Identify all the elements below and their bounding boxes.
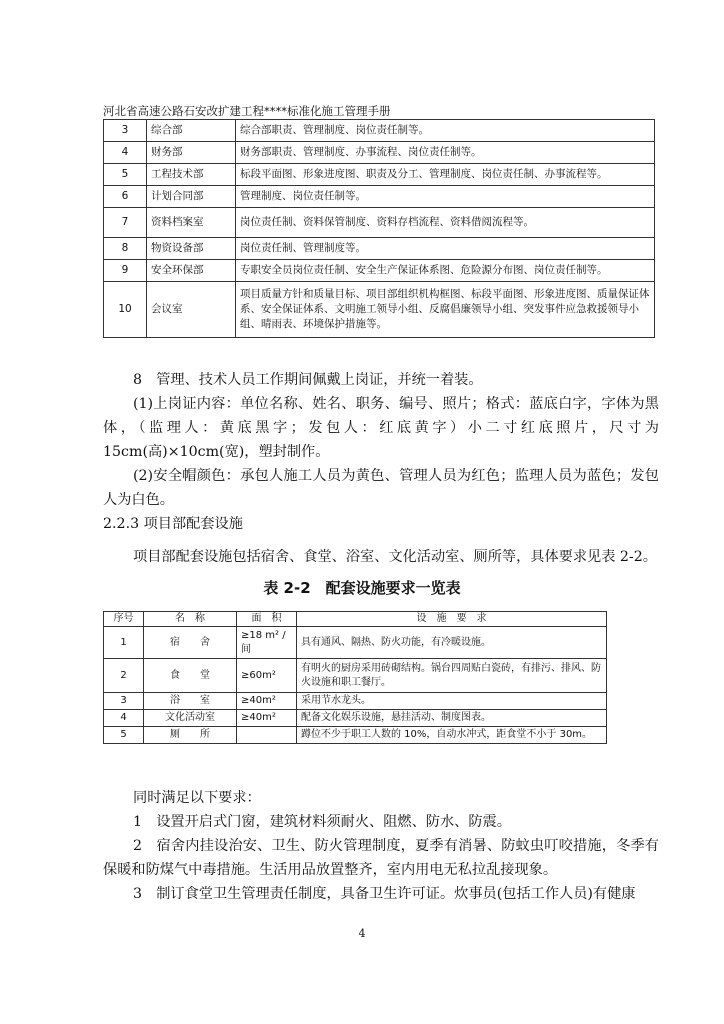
facility-name: 食 堂 <box>144 659 237 693</box>
department-content: 标段平面图、形象进度图、职责及分工、管理制度、岗位责任制、办事流程等。 <box>236 164 655 186</box>
page-number: 4 <box>358 927 366 940</box>
col-header-area: 面 积 <box>237 612 297 627</box>
requirement-1: 1 设置开启式门窗，建筑材料须耐火、阻燃、防水、防震。 <box>133 814 511 830</box>
table-row <box>104 120 655 142</box>
department-content: 财务部职责、管理制度、办事流程、岗位责任制等。 <box>236 142 655 164</box>
row-number: 9 <box>104 260 147 282</box>
requirement-2: 2 宿舍内挂设治安、卫生、防火管理制度，夏季有消暑、防蚊虫叮咬措施，冬季有保暖和防煤气中毒措施。生活用品放置整齐，室内用电无私拉乱接现象。 <box>103 838 659 878</box>
department-content: 岗位责任制、管理制度等。 <box>236 238 655 260</box>
col-header-name: 名 称 <box>144 612 237 627</box>
table-row <box>104 659 607 693</box>
row-number: 8 <box>104 238 147 260</box>
running-header: 河北省高速公路石安改扩建工程****标准化施工管理手册 <box>103 104 655 120</box>
row-number: 10 <box>104 282 147 338</box>
facility-area: ≥40m² <box>237 710 297 727</box>
facilities-table <box>103 611 607 744</box>
department-content: 综合部职责、管理制度、岗位责任制等。 <box>236 120 655 142</box>
table2-caption: 表 2-2 配套设施要求一览表 <box>263 579 461 597</box>
row-number: 5 <box>104 164 147 186</box>
section-heading: 2.2.3 项目部配套设施 <box>103 516 243 532</box>
row-number: 3 <box>104 120 147 142</box>
table-row <box>104 186 655 208</box>
table-row <box>104 727 607 744</box>
facility-requirement: 蹲位不少于职工人数的 10%，自动水冲式，距食堂不小于 30m。 <box>297 727 607 744</box>
col-header-no: 序号 <box>104 612 144 627</box>
col-header-req: 设 施 要 求 <box>297 612 607 627</box>
row-number: 5 <box>104 727 144 744</box>
department-name: 财务部 <box>147 142 236 164</box>
item-8: 8 管理、技术人员工作期间佩戴上岗证，并统一着装。 <box>133 372 483 388</box>
facility-area: ≥18 m² / 间 <box>237 627 297 659</box>
row-number: 2 <box>104 659 144 693</box>
table-row <box>104 238 655 260</box>
item-8-2: (2)安全帽颜色：承包人施工人员为黄色、管理人员为红色；监理人员为蓝色；发包人为白色。 <box>103 468 659 508</box>
facility-name: 文化活动室 <box>144 710 237 727</box>
department-name: 综合部 <box>147 120 236 142</box>
section-text: 项目部配套设施包括宿舍、食堂、浴室、文化活动室、厕所等，具体要求见表 2-2。 <box>133 549 657 565</box>
row-number: 7 <box>104 208 147 238</box>
table-row <box>104 260 655 282</box>
facility-area: ≥40m² <box>237 693 297 710</box>
facility-requirement: 具有通风、隔热、防火功能，有冷暖设施。 <box>297 627 607 659</box>
facility-name: 浴 室 <box>144 693 237 710</box>
table-row <box>104 693 607 710</box>
department-content: 管理制度、岗位责任制等。 <box>236 186 655 208</box>
item-8-1: (1)上岗证内容：单位名称、姓名、职务、编号、照片；格式：蓝底白字，字体为黑体，（监理人：黄底黑字；发包人：红底黄字）小二寸红底照片，尺寸为 15cm(高)×10cm(宽)，塑封制作。 <box>103 396 659 460</box>
department-name: 物资设备部 <box>147 238 236 260</box>
department-content: 专职安全员岗位责任制、安全生产保证体系图、危险源分布图、岗位责任制等。 <box>236 260 655 282</box>
table-row <box>104 208 655 238</box>
table-row <box>104 710 607 727</box>
department-content: 项目质量方针和质量目标、项目部组织机构框图、标段平面图、形象进度图、质量保证体系、安全保证体系、文明施工领导小组、反腐倡廉领导小组、突发事件应急救援领导小组、晴雨表、环境保护措施等。 <box>236 282 655 338</box>
row-number: 6 <box>104 186 147 208</box>
table-row <box>104 282 655 338</box>
facility-name: 宿 舍 <box>144 627 237 659</box>
facility-area <box>237 727 297 744</box>
table-row <box>104 627 607 659</box>
row-number: 1 <box>104 627 144 659</box>
facility-area: ≥60m² <box>237 659 297 693</box>
table-row <box>104 142 655 164</box>
row-number: 3 <box>104 693 144 710</box>
facility-requirement: 采用节水龙头。 <box>297 693 607 710</box>
department-table <box>103 119 655 338</box>
row-number: 4 <box>104 142 147 164</box>
row-number: 4 <box>104 710 144 727</box>
also-line: 同时满足以下要求： <box>133 790 261 806</box>
department-name: 安全环保部 <box>147 260 236 282</box>
department-name: 计划合同部 <box>147 186 236 208</box>
requirement-3: 3 制订食堂卫生管理责任制度，具备卫生许可证。炊事员(包括工作人员)有健康 <box>133 886 636 902</box>
facility-requirement: 配备文化娱乐设施，悬挂活动、制度图表。 <box>297 710 607 727</box>
facility-name: 厕 所 <box>144 727 237 744</box>
department-name: 会议室 <box>147 282 236 338</box>
department-content: 岗位责任制、资料保管制度、资料存档流程、资料借阅流程等。 <box>236 208 655 238</box>
table-row <box>104 164 655 186</box>
department-name: 工程技术部 <box>147 164 236 186</box>
department-name: 资料档案室 <box>147 208 236 238</box>
facility-requirement: 有明火的厨房采用砖砌结构。锅台四周贴白瓷砖，有排污、排风、防火设施和职工餐厅。 <box>297 659 607 693</box>
